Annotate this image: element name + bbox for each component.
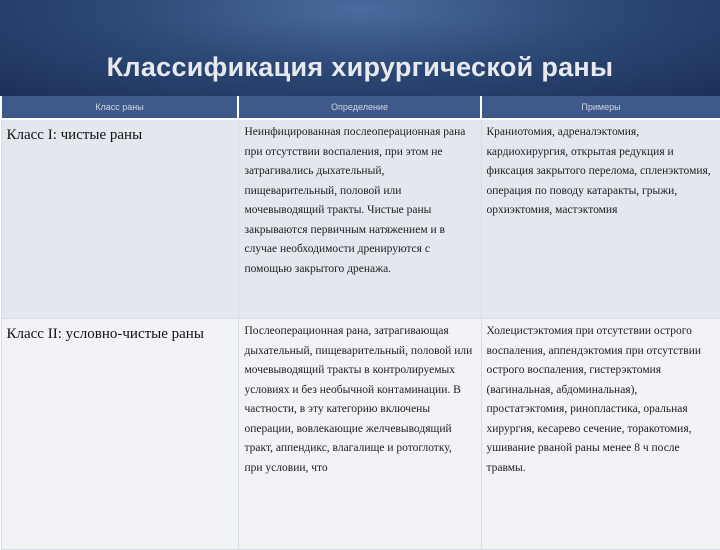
wound-class-cell	[1, 119, 238, 319]
definition-text: Послеоперационная рана, затрагивающая дыхательный, пищеварительный, половой или мочевыводящий тракты в контролируемых условиях и без необычной контаминации. В частности, в эту категорию включены операции, вовлекающие желчевыводящий тракт, аппендикс, влагалище и ротоглотку, при условии, что	[239, 319, 481, 478]
classification-table	[0, 96, 720, 550]
definition-cell	[238, 119, 481, 319]
column-header-examples: Примеры	[481, 96, 720, 119]
table-row	[1, 319, 720, 550]
examples-text: Краниотомия, адреналэктомия, кардиохирургия, открытая редукция и фиксация закрытого перелома, спленэктомия, операция по поводу катаракты, грыжи, орхиэктомия, мастэктомия	[482, 120, 720, 221]
examples-cell	[481, 119, 720, 319]
examples-text: Холецистэктомия при отсутствии острого воспаления, аппендэктомия при отсутствии острого воспаления, гистерэктомия (вагинальная, абдоминальная), простатэктомия, ринопластика, оральная хирургия, кесарево сечение, торакотомия, ушивание рваной раны менее 8 ч после травмы.	[482, 319, 720, 478]
column-header-definition: Определение	[238, 96, 481, 119]
slide-title: Классификация хирургической раны	[0, 52, 720, 83]
table-header-row	[1, 96, 720, 119]
wound-class-name: Класс II: условно-чистые раны	[2, 319, 238, 346]
slide-header	[0, 0, 720, 96]
definition-cell	[238, 319, 481, 550]
examples-cell	[481, 319, 720, 550]
definition-text: Неинфицированная послеоперационная рана при отсутствии воспаления, при этом не затрагивались дыхательный, пищеварительный, половой или мочевыводящий тракты. Чистые раны закрываются первичным натяжением и в случае необходимости дренируются с помощью закрытого дренажа.	[239, 120, 481, 279]
table-row	[1, 119, 720, 319]
column-header-class: Класс раны	[1, 96, 238, 119]
wound-class-name: Класс I: чистые раны	[2, 120, 238, 147]
wound-class-cell	[1, 319, 238, 550]
